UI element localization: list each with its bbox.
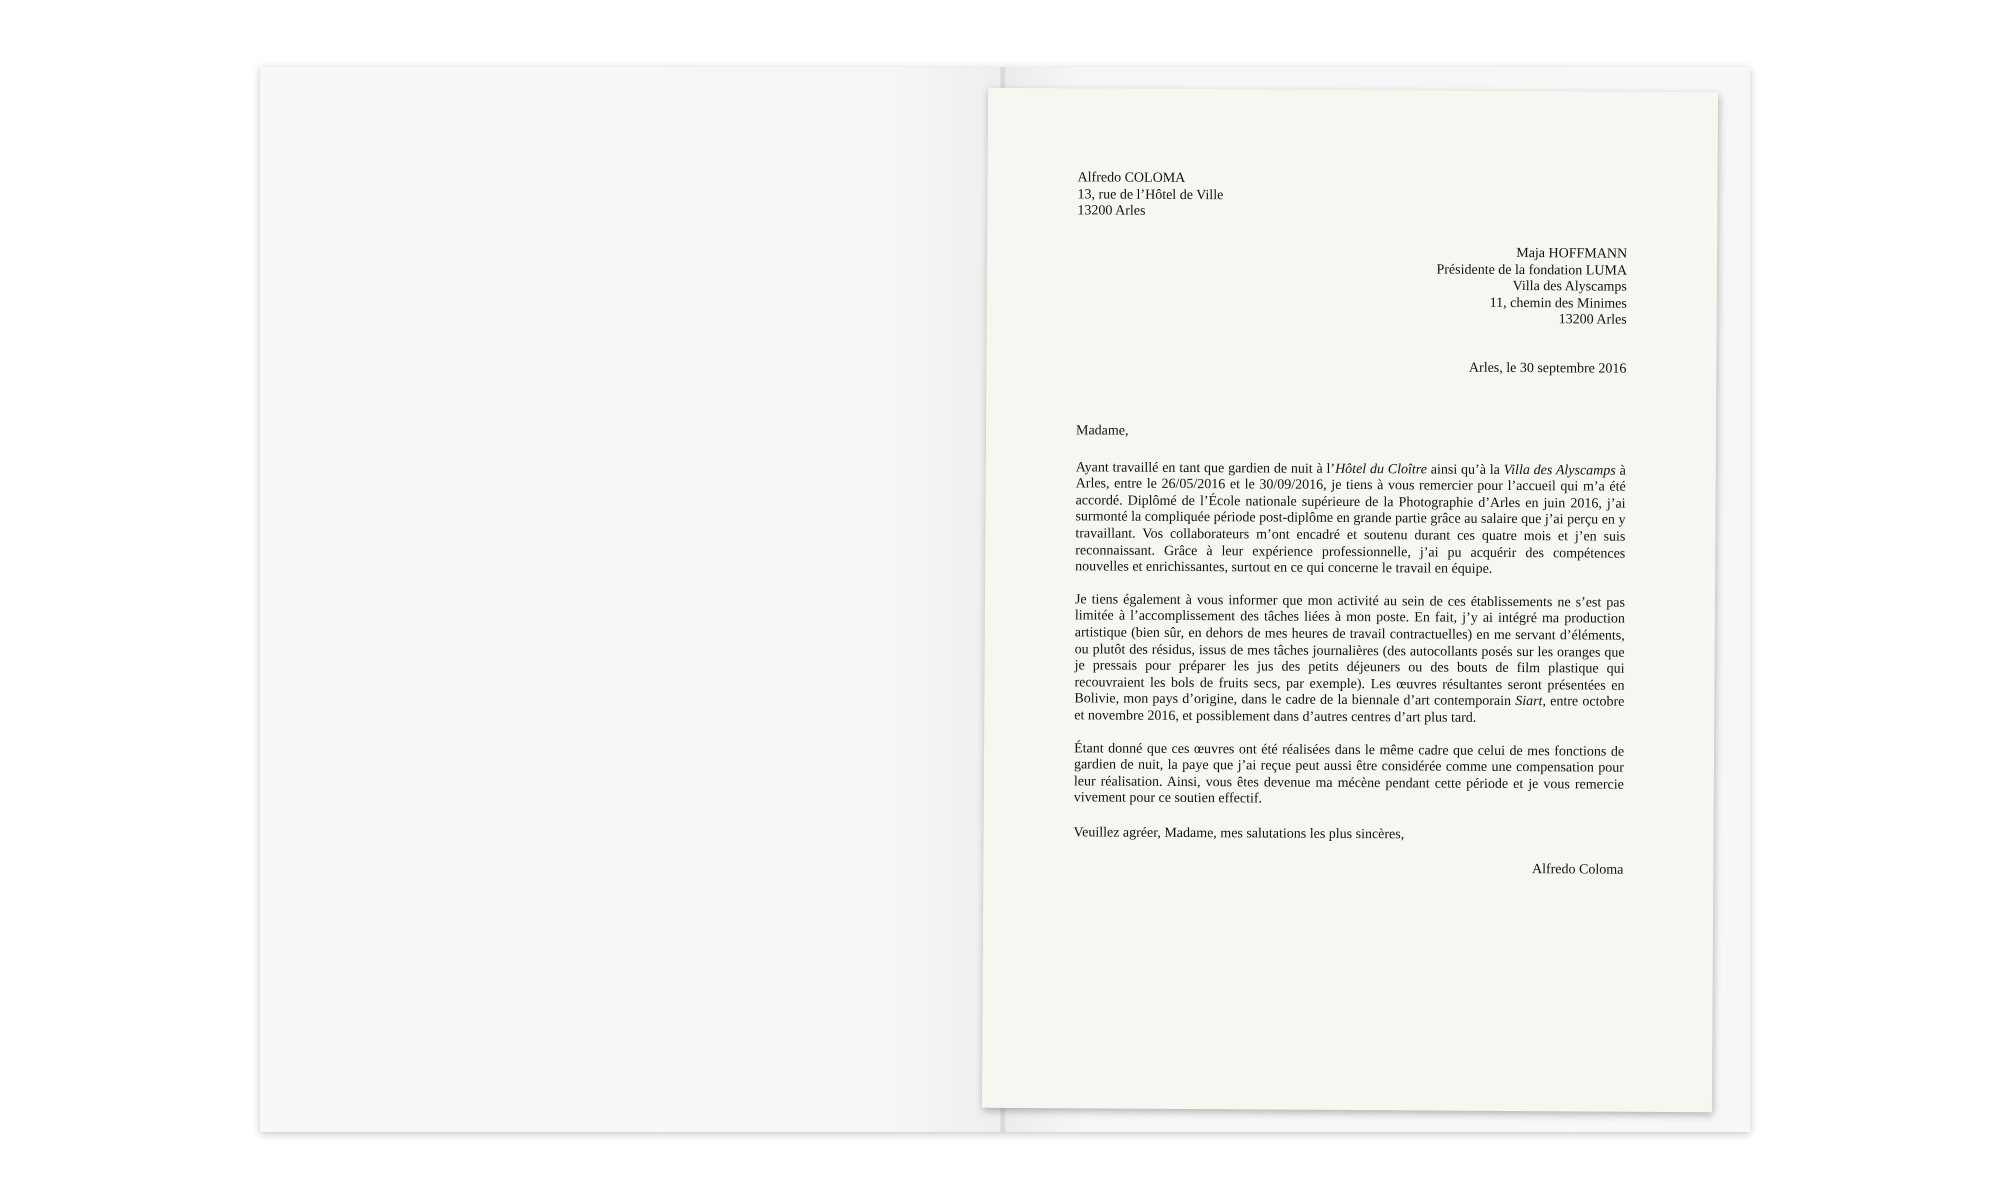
paragraph-1-italic-hotel: Hôtel du Cloître: [1335, 461, 1428, 478]
sender-city: 13200 Arles: [1077, 203, 1146, 219]
letter-body: [1073, 423, 1626, 879]
recipient-name: Maja HOFFMANN: [1516, 246, 1628, 262]
signature: Alfredo Coloma: [1531, 862, 1624, 879]
paragraph-2-text-a: Je tiens également à vous informer que mon activité au sein de ces établissements ne s’est pas limitée à l’accomplissement des tâches liées à mon poste. En fait, j’y ai intégré ma production artistique (bien sûr, en dehors de mes heures de travail contractuelles) en me servant d’éléments, ou plutôt des résidus, issus de mes tâches journalières (des autocollants posés sur les oranges que je pressais pour préparer les jus des petits déjeuners ou des bouts de film plastique qui recouvraient les bols de fruits secs, par exemple). Les œuvres résultantes seront présentées en Bolivie, mon pays d’origine, dans le cadre de la biennale d’art contemporain: [1074, 592, 1626, 710]
paragraph-1-text-c: à Arles, entre le 26/05/2016 et le 30/09/2016, je tiens à vous remercier pour l’accueil qui m’a été accordé. Diplômé de l’École nationale supérieure de la Photographie d’Arles en juin 2016, j’ai surmonté la compliquée période post-diplôme en grande partie grâce au salaire que j’ai perçu en y travaillant. Vos collaborateurs m’ont encadré et soutenu durant ces quatre mois et j’en suis reconnaissant. Grâce à leur expérience professionnelle, j’ai pu acquérir des compétences nouvelles et enrichissantes, surtout en ce qui concerne le travail en équipe.: [1075, 463, 1626, 578]
paragraph-1-text-b: ainsi qu’à la: [1426, 462, 1504, 478]
sender-street: 13, rue de l’Hôtel de Ville: [1077, 186, 1224, 203]
paragraph-1: [1075, 460, 1626, 580]
left-page: [260, 67, 1002, 1132]
recipient-city: 13200 Arles: [1558, 312, 1627, 329]
paragraph-1-text-a: Ayant travaillé en tant que gardien de nuit à l’: [1075, 459, 1336, 477]
letter-sheet: [982, 88, 1718, 1112]
paragraph-2-italic-siart: Siart,: [1515, 694, 1547, 710]
recipient-building: Villa des Alyscamps: [1512, 279, 1627, 295]
sender-name: Alfredo COLOMA: [1077, 170, 1186, 186]
paragraph-2-text-b: entre octobre et novembre 2016, et possiblement dans d’autres centres d’art plus tard.: [1074, 694, 1625, 726]
paragraph-1-italic-villa: Villa des Alyscamps: [1503, 462, 1616, 479]
date-line: Arles, le 30 septembre 2016: [1468, 360, 1627, 377]
paragraph-3: Étant donné que ces œuvres ont été réalisées dans le même cadre que celui de mes fonctions de gardien de nuit, la paye que j’ai reçue peut aussi être considérée comme une compensation pour leur réalisation. Ainsi, vous êtes devenue ma mécène pendant cette période et je vous remercie vivement pour ce soutien effectif.: [1073, 740, 1625, 807]
paragraph-2: [1074, 592, 1625, 728]
recipient-title: Présidente de la fondation LUMA: [1436, 262, 1628, 279]
closing-line: Veuillez agréer, Madame, mes salutations les plus sincères,: [1073, 825, 1405, 843]
recipient-address: [1287, 245, 1628, 330]
salutation: Madame,: [1075, 423, 1129, 439]
sender-address: [1077, 170, 1397, 222]
recipient-street: 11, chemin des Minimes: [1489, 295, 1627, 312]
